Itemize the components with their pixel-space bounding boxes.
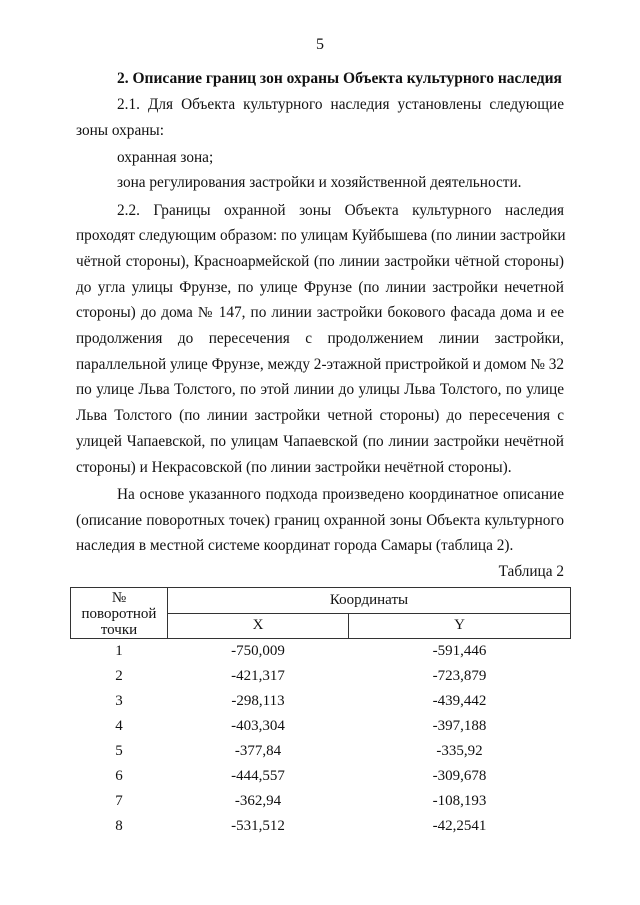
header-y: Y <box>349 613 571 639</box>
y-cell: -723,879 <box>432 668 487 684</box>
table-row <box>71 764 571 789</box>
paragraph-2-2-line: параллельной улице Фрунзе, между 2-этажной пристройкой и домом № 32 <box>76 356 565 373</box>
header-x: X <box>168 613 349 639</box>
x-cell: -362,94 <box>234 793 282 809</box>
y-cell: -397,188 <box>432 718 487 734</box>
paragraph-3-line: На основе указанного подхода произведено координатное описание <box>117 486 564 503</box>
point-number-cell: 4 <box>115 718 123 734</box>
x-cell: -531,512 <box>231 818 285 834</box>
point-number-cell: 5 <box>115 743 123 759</box>
y-cell: -42,2541 <box>432 818 487 834</box>
coordinates-table <box>70 587 571 839</box>
header-point-number-line: точки <box>100 622 138 638</box>
zone-item: охранная зона; <box>117 149 214 166</box>
table-caption: Таблица 2 <box>498 563 564 580</box>
paragraph-3-line: наследия в местной системе координат города Самары (таблица 2). <box>76 537 514 554</box>
header-coordinates: Координаты <box>168 588 571 614</box>
section-heading: 2. Описание границ зон охраны Объекта культурного наследия <box>117 70 562 87</box>
paragraph-2-2-line: стороны) и Некрасовской (по линии застройки нечётной стороны). <box>76 459 512 476</box>
point-number-cell: 7 <box>115 793 123 809</box>
y-cell: -335,92 <box>436 743 483 759</box>
x-cell: -403,304 <box>231 718 285 734</box>
paragraph-2-2-line: по улице Льва Толстого, по этой линии до улицы Льва Толстого, по улице <box>76 381 564 398</box>
point-number-cell: 2 <box>115 668 123 684</box>
y-cell: -309,678 <box>432 768 487 784</box>
point-number-cell: 3 <box>115 693 123 709</box>
table-row <box>71 789 571 814</box>
paragraph-3-line: (описание поворотных точек) границ охранной зоны Объекта культурного <box>76 512 564 529</box>
header-point-number-line: поворотной <box>81 606 157 622</box>
table-row <box>71 714 571 739</box>
paragraph-2-2-line: проходят следующим образом: по улицам Куйбышева (по линии застройки <box>76 227 566 244</box>
point-number-cell: 6 <box>115 768 123 784</box>
paragraph-2-1-line: 2.1. Для Объекта культурного наследия установлены следующие <box>117 96 564 113</box>
table-row <box>71 639 571 665</box>
x-cell: -421,317 <box>231 668 285 684</box>
x-cell: -750,009 <box>231 643 285 659</box>
paragraph-2-2-line: стороны) до дома № 147, по линии застройки бокового фасада дома и ее <box>76 304 564 321</box>
paragraph-2-2-line: продолжения до пересечения с продолжением линии застройки, <box>76 330 564 347</box>
x-cell: -444,557 <box>231 768 285 784</box>
x-cell: -298,113 <box>231 693 285 709</box>
y-cell: -591,446 <box>432 643 487 659</box>
paragraph-2-2-line: Льва Толстого (по линии застройки четной стороны) до пересечения с <box>76 407 564 424</box>
paragraph-2-1-line: зоны охраны: <box>76 122 164 139</box>
header-point-number-line: № <box>111 590 127 606</box>
table-row <box>71 689 571 714</box>
paragraph-2-2-line: 2.2. Границы охранной зоны Объекта культурного наследия <box>117 202 564 219</box>
y-cell: -108,193 <box>432 793 487 809</box>
paragraph-2-2-line: чётной стороны), Красноармейской (по линии застройки чётной стороны) <box>76 253 564 270</box>
table-row <box>71 664 571 689</box>
zone-item: зона регулирования застройки и хозяйственной деятельности. <box>117 174 522 191</box>
point-number-cell: 8 <box>115 818 123 834</box>
page-number: 5 <box>316 36 324 53</box>
point-number-cell: 1 <box>115 643 123 659</box>
y-cell: -439,442 <box>432 693 487 709</box>
table-row <box>71 814 571 839</box>
table-row <box>71 739 571 764</box>
paragraph-2-2-line: до угла улицы Фрунзе, по улице Фрунзе (по линии застройки нечетной <box>76 279 564 296</box>
x-cell: -377,84 <box>234 743 282 759</box>
paragraph-2-2-line: улицей Чапаевской, по улицам Чапаевской (по линии застройки нечётной <box>76 433 564 450</box>
header-point-number <box>71 588 168 639</box>
